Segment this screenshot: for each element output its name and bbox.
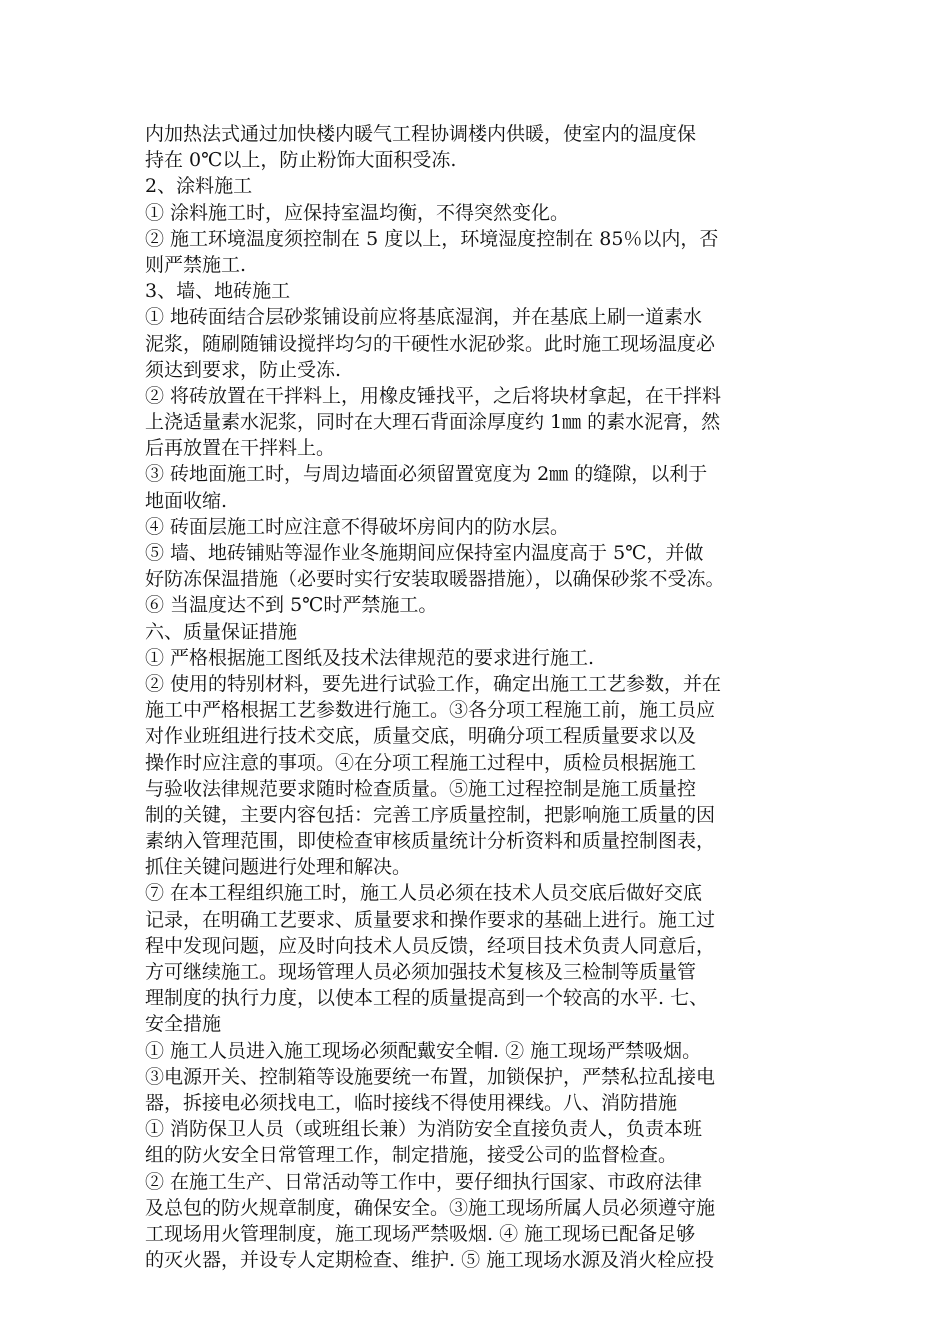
- text-line: 泥浆，随刷随铺设搅拌均匀的干硬性水泥砂浆。此时施工现场温度必: [145, 332, 716, 355]
- text-line: ② 将砖放置在干拌料上，用橡皮锤找平，之后将块材拿起，在干拌料: [145, 384, 722, 407]
- text-line: 则严禁施工.: [145, 253, 247, 276]
- text-line: 制的关键，主要内容包括：完善工序质量控制，把影响施工质量的因: [145, 803, 716, 826]
- text-line: ① 消防保卫人员（或班组长兼）为消防安全直接负责人，负责本班: [145, 1118, 703, 1141]
- text-line: ① 涂料施工时，应保持室温均衡，不得突然变化。: [145, 201, 570, 224]
- text-line: 理制度的执行力度，以使本工程的质量提高到一个较高的水平. 七、: [145, 987, 709, 1010]
- text-line: 素纳入管理范围，即使检查审核质量统计分析资料和质量控制图表，: [145, 830, 716, 853]
- text-line: ④ 砖面层施工时应注意不得破坏房间内的防水层。: [145, 515, 570, 538]
- text-line: 须达到要求，防止受冻.: [145, 358, 342, 381]
- text-line: 后再放置在干拌料上。: [145, 437, 336, 460]
- text-line: ② 使用的特别材料，要先进行试验工作，确定出施工工艺参数，并在: [145, 672, 722, 695]
- text-line: ② 施工环境温度须控制在 5 度以上，环境湿度控制在 85％以内，否: [145, 227, 719, 250]
- document-body: [145, 121, 815, 1273]
- text-line: ③ 砖地面施工时，与周边墙面必须留置宽度为 2㎜ 的缝隙，以利于: [145, 463, 708, 486]
- text-line: 安全措施: [145, 1013, 222, 1036]
- text-line: ⑦ 在本工程组织施工时，施工人员必须在技术人员交底后做好交底: [145, 882, 703, 905]
- text-line: 操作时应注意的事项。④在分项工程施工过程中，质检员根据施工: [145, 751, 697, 774]
- text-line: 施工中严格根据工艺参数进行施工。③各分项工程施工前，施工员应: [145, 699, 716, 722]
- text-line: 记录，在明确工艺要求、质量要求和操作要求的基础上进行。施工过: [145, 908, 716, 931]
- text-line: ① 地砖面结合层砂浆铺设前应将基底湿润，并在基底上刷一道素水: [145, 306, 703, 329]
- text-line: 2、涂料施工: [145, 175, 253, 198]
- text-line: 3、墙、地砖施工: [145, 280, 291, 303]
- text-line: 器，拆接电必须找电工，临时接线不得使用裸线。八、消防措施: [145, 1091, 678, 1114]
- text-line: 六、质量保证措施: [145, 620, 298, 643]
- text-line: 持在 0℃以上，防止粉饰大面积受冻.: [145, 149, 457, 172]
- text-line: ③电源开关、控制箱等设施要统一布置，加锁保护，严禁私拉乱接电: [145, 1065, 716, 1088]
- text-line: 工现场用火管理制度，施工现场严禁吸烟. ④ 施工现场已配备足够: [145, 1222, 696, 1245]
- text-line: ⑤ 墙、地砖铺贴等湿作业冬施期间应保持室内温度高于 5℃，并做: [145, 542, 704, 564]
- text-line: 与验收法律规范要求随时检查质量。⑤施工过程控制是施工质量控: [145, 777, 697, 800]
- text-line: 组的防火安全日常管理工作，制定措施，接受公司的监督检查。: [145, 1144, 678, 1167]
- text-line: 及总包的防火规章制度，确保安全。③施工现场所属人员必须遵守施: [145, 1196, 716, 1219]
- text-line: ② 在施工生产、日常活动等工作中，要仔细执行国家、市政府法律: [145, 1170, 703, 1193]
- text-line: 地面收缩.: [145, 489, 228, 512]
- text-line: 对作业班组进行技术交底，质量交底，明确分项工程质量要求以及: [145, 725, 697, 748]
- text-line: 的灭火器，并设专人定期检查、维护. ⑤ 施工现场水源及消火栓应投: [145, 1249, 715, 1272]
- text-line: 上浇适量素水泥浆，同时在大理石背面涂厚度约 1㎜ 的素水泥膏，然: [145, 411, 721, 434]
- text-line: 好防冻保温措施（必要时实行安装取暖器措施），以确保砂浆不受冻。: [145, 568, 725, 591]
- text-line: 内加热法式通过加快楼内暖气工程协调楼内供暖，使室内的温度保: [145, 123, 697, 145]
- text-line: 程中发现问题，应及时向技术人员反馈，经项目技术负责人同意后，: [145, 934, 716, 957]
- text-line: ① 严格根据施工图纸及技术法律规范的要求进行施工.: [145, 646, 595, 669]
- text-line: ⑥ 当温度达不到 5℃时严禁施工。: [145, 594, 438, 617]
- text-line: ① 施工人员进入施工现场必须配戴安全帽. ② 施工现场严禁吸烟。: [145, 1039, 702, 1062]
- text-line: 抓住关键问题进行处理和解决。: [145, 856, 412, 879]
- text-line: 方可继续施工。现场管理人员必须加强技术复核及三检制等质量管: [145, 961, 697, 983]
